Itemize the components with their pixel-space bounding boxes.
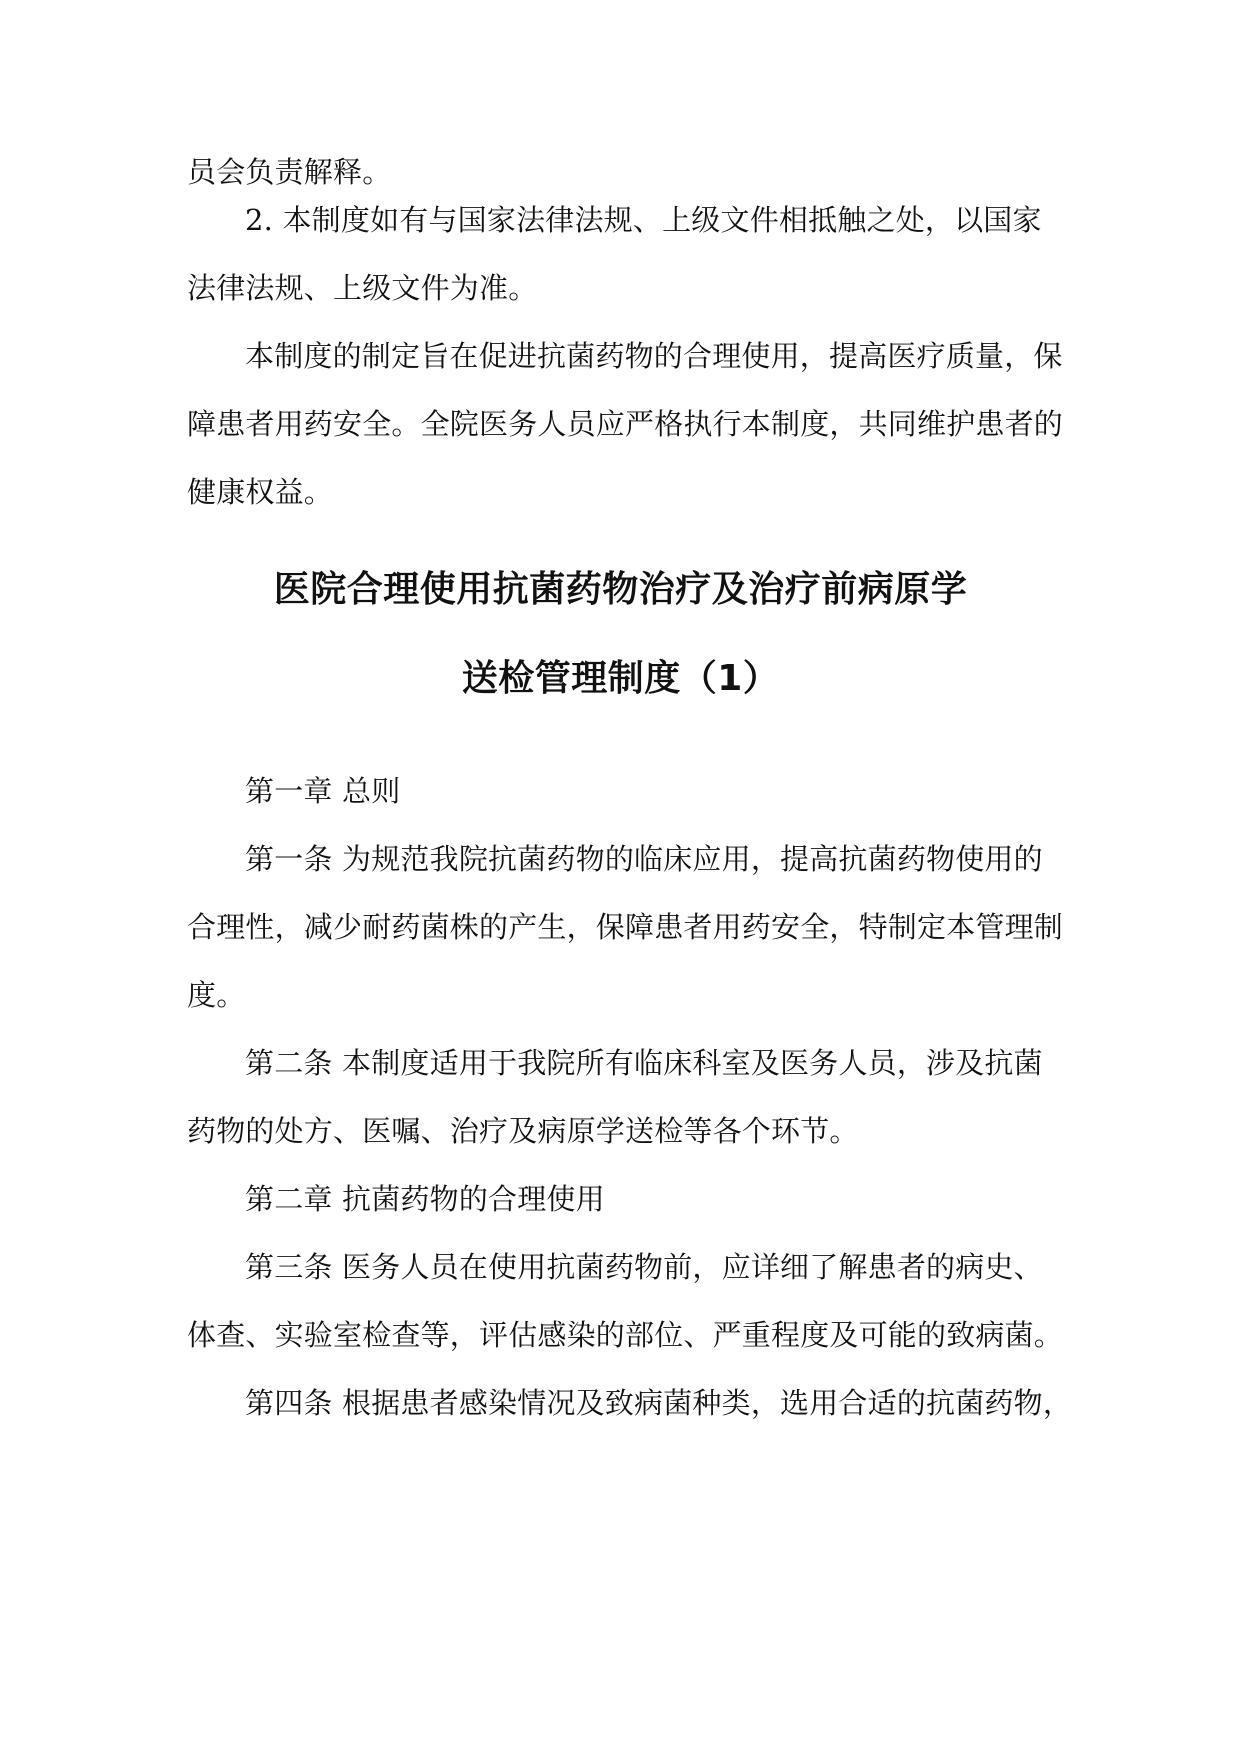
- document-title-line-2: 送检管理制度（1）: [461, 658, 780, 699]
- article-2-line-1: 第二条 本制度适用于我院所有临床科室及医务人员，涉及抗菌: [245, 1046, 1043, 1080]
- article-3-line-1: 第三条 医务人员在使用抗菌药物前，应详细了解患者的病史、: [245, 1250, 1043, 1284]
- intro-line-1: 员会负责解释。: [187, 155, 392, 189]
- item-2-line-1: 2. 本制度如有与国家法律法规、上级文件相抵触之处，以国家: [245, 203, 1042, 237]
- article-3-line-2: 体查、实验室检查等，评估感染的部位、严重程度及可能的致病菌。: [187, 1318, 1064, 1352]
- chapter-2-heading: 第二章 抗菌药物的合理使用: [245, 1182, 605, 1216]
- closing-line-1: 本制度的制定旨在促进抗菌药物的合理使用，提高医疗质量，保: [245, 339, 1063, 373]
- item-2-line-2: 法律法规、上级文件为准。: [187, 271, 538, 305]
- article-1-line-2: 合理性，减少耐药菌株的产生，保障患者用药安全，特制定本管理制: [187, 910, 1064, 944]
- article-2-line-2: 药物的处方、医嘱、治疗及病原学送检等各个环节。: [187, 1114, 859, 1148]
- document-title-line-1: 医院合理使用抗菌药物治疗及治疗前病原学: [273, 569, 968, 610]
- closing-line-2: 障患者用药安全。全院医务人员应严格执行本制度，共同维护患者的: [187, 407, 1064, 441]
- article-1-line-1: 第一条 为规范我院抗菌药物的临床应用，提高抗菌药物使用的: [245, 842, 1043, 876]
- closing-line-3: 健康权益。: [187, 475, 334, 509]
- article-4-line-1: 第四条 根据患者感染情况及致病菌种类，选用合适的抗菌药物，: [245, 1386, 1073, 1420]
- chapter-1-heading: 第一章 总则: [245, 774, 401, 808]
- article-1-line-3: 度。: [187, 978, 246, 1012]
